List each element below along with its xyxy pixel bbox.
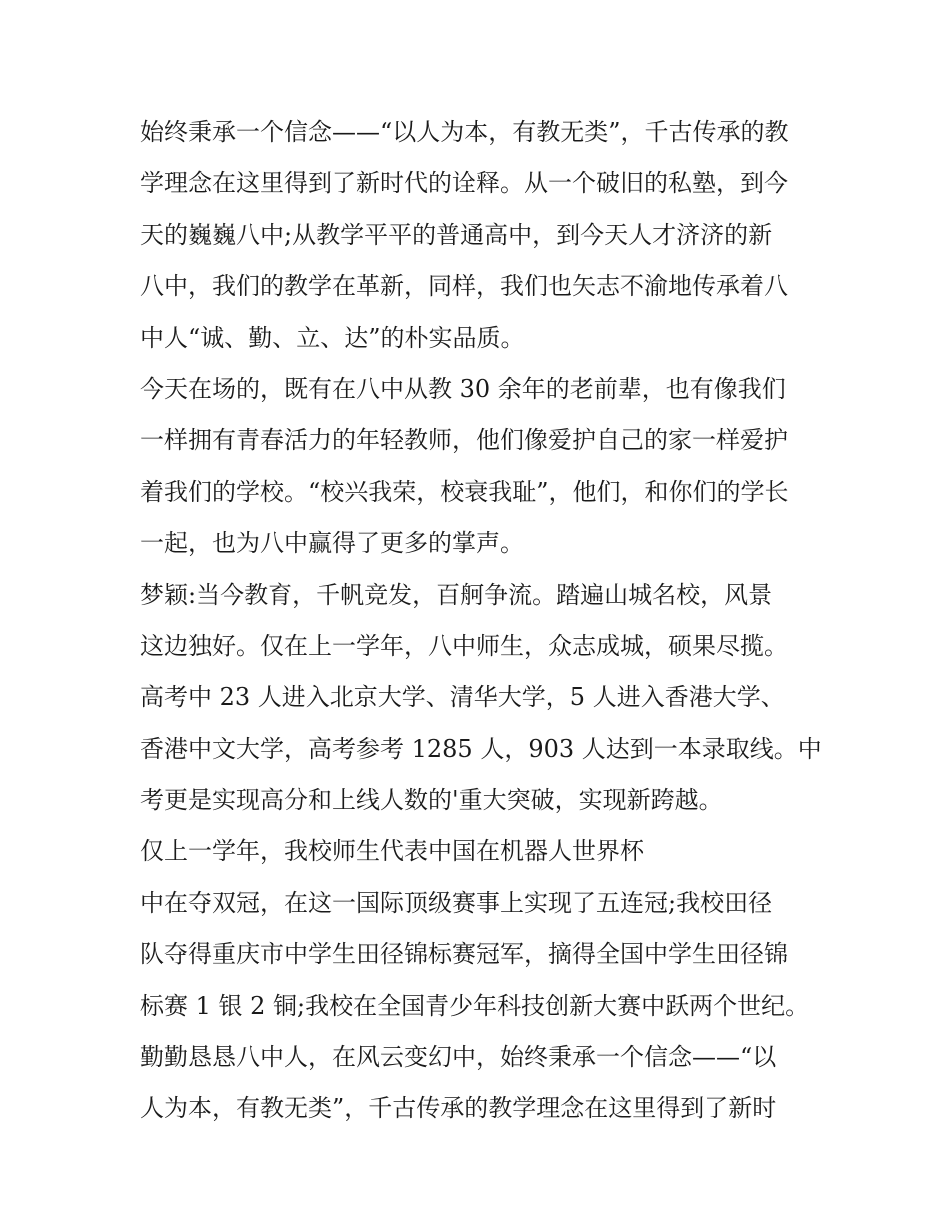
text-line: 中在夺双冠，在这一国际顶级赛事上实现了五连冠;我校田径	[140, 888, 773, 917]
text-line: 队夺得重庆市中学生田径锦标赛冠军，摘得全国中学生田径锦	[140, 940, 788, 969]
text-line: 高考中 23 人进入北京大学、清华大学，5 人进入香港大学、	[140, 683, 785, 712]
text-line: 今天在场的，既有在八中从教 30 余年的老前辈，也有像我们	[140, 374, 786, 403]
text-line: 这边独好。仅在上一学年，八中师生，众志成城，硕果尽揽。	[140, 631, 788, 660]
text-line: 人为本，有教无类”，千古传承的教学理念在这里得到了新时	[140, 1094, 777, 1123]
text-line: 八中，我们的教学在革新，同样，我们也矢志不渝地传承着八	[140, 272, 788, 301]
text-line: 勤勤恳恳八中人，在风云变幻中，始终秉承一个信念——“以	[140, 1043, 777, 1072]
text-line: 标赛 1 银 2 铜;我校在全国青少年科技创新大赛中跃两个世纪。	[140, 991, 810, 1020]
text-line: 考更是实现高分和上线人数的'重大突破，实现新跨越。	[140, 786, 723, 815]
text-line: 梦颖:当今教育，千帆竞发，百舸争流。踏遍山城名校，风景	[140, 580, 773, 609]
text-line: 始终秉承一个信念——“以人为本，有教无类”，千古传承的教	[140, 118, 789, 146]
text-line: 中人“诚、勤、立、达”的朴实品质。	[140, 323, 525, 352]
text-line: 着我们的学校。“校兴我荣，校衰我耻”，他们，和你们的学长	[140, 477, 789, 506]
text-line: 学理念在这里得到了新时代的诠释。从一个破旧的私塾，到今	[140, 169, 788, 198]
text-line: 一样拥有青春活力的年轻教师，他们像爱护自己的家一样爱护	[140, 426, 788, 455]
text-line: 香港中文大学，高考参考 1285 人，903 人达到一本录取线。中	[140, 734, 822, 763]
text-line: 仅上一学年，我校师生代表中国在机器人世界杯	[140, 837, 644, 866]
body-text	[140, 107, 830, 1135]
text-line: 一起，也为八中赢得了更多的掌声。	[140, 529, 524, 558]
text-line: 天的巍巍八中;从教学平平的普通高中，到今天人才济济的新	[140, 220, 773, 249]
